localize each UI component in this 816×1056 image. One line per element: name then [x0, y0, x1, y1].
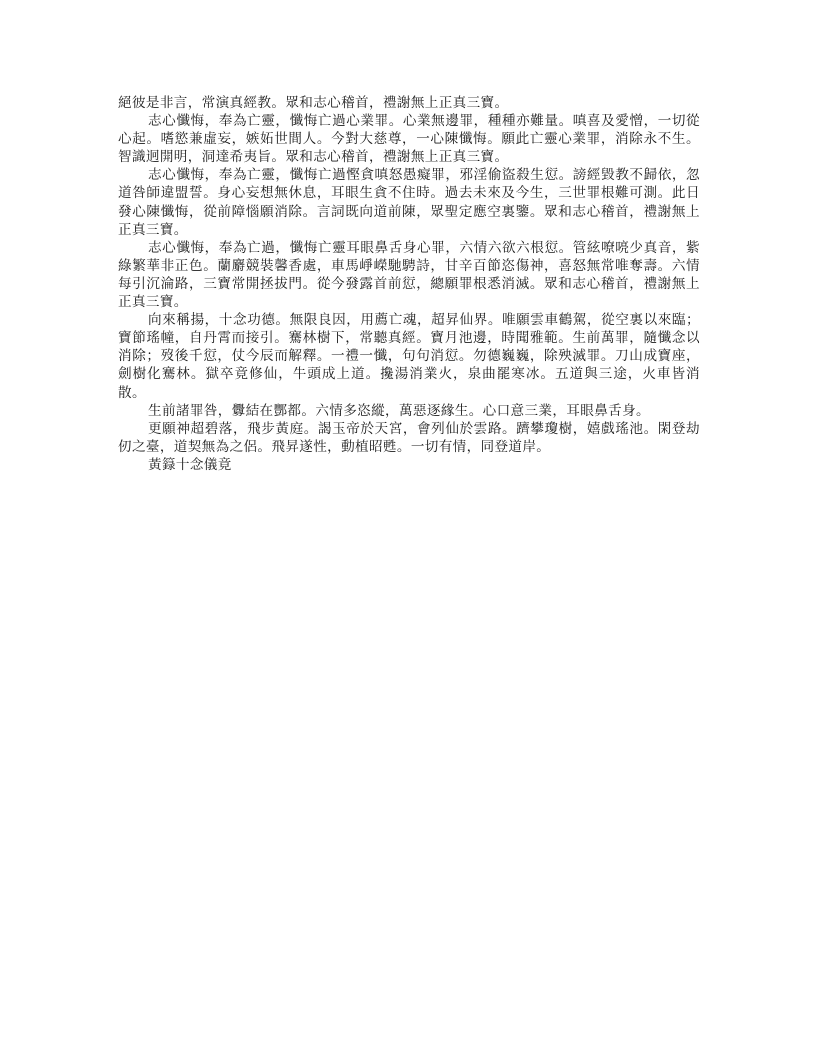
document-body [118, 94, 700, 474]
paragraph-3: 志心懺悔，奉為亡靈，懺悔亡過慳貪嗔怒愚癡罪，邪淫偷盜殺生愆。謗經毀教不歸依，忽道咎師違盟誓。身心妄想無休息，耳眼生貪不住時。過去未來及今生，三世罪根難可測。此日發心陳懺悔，從前障惱願消除。言詞既向道前陳，眾聖定應空裏鑒。眾和志心稽首，禮謝無上正真三寶。 [118, 167, 700, 238]
paragraph-2: 志心懺悔，奉為亡靈，懺悔亡過心業罪。心業無邊罪，種種亦難量。嗔喜及愛憎，一切從心起。嗜慾兼虛妄，嫉妬世間人。今對大慈尊，一心陳懺悔。願此亡靈心業罪，消除永不生。智識迥開明，洞達希夷旨。眾和志心稽首，禮謝無上正真三寶。 [118, 113, 700, 166]
paragraph-5: 向來稱揚，十念功德。無限良因，用薦亡魂，超昇仙界。唯願雲車鶴駕，從空裏以來臨；寶節瑤幢，自丹霄而接引。騫林樹下，常聽真經。寶月池邊，時聞雅範。生前萬罪，隨懺念以消除；歿後千愆，仗今辰而解釋。一禮一懺，句句消愆。勿德巍巍，除殃滅罪。刀山成寶座，劍樹化騫林。獄卒竟修仙，牛頭成上道。攙湯消業火，泉曲罷寒冰。五道與三途，火車皆消散。 [118, 312, 700, 401]
paragraph-8-closing: 黃籙十念儀竟 [148, 456, 232, 473]
paragraph-6: 生前諸罪咎，釁結在酆都。六情多恣縱，萬惡逐緣生。心口意三業，耳眼鼻舌身。 [148, 402, 650, 419]
paragraph-1: 絕彼是非言，常演真經教。眾和志心稽首，禮謝無上正真三寶。 [118, 95, 509, 111]
paragraph-4: 志心懺悔，奉為亡過，懺悔亡靈耳眼鼻舌身心罪，六情六欲六根愆。管絃嘹喨少真音，紫綠繁華非正色。蘭麝競裝馨香處，車馬崢嶸馳騁詩，甘辛百節恣傷神，喜怒無常唯奪壽。六情每引沉淪路，三寶常開拯拔門。從今發露首前愆，總願罪根悉消滅。眾和志心稽首，禮謝無上正真三寶。 [118, 239, 700, 311]
paragraph-7: 更願神超碧落，飛步黃庭。謁玉帝於天宮，會列仙於雲路。躋攀瓊樹，嬉戲瑤池。閑登劫仞之臺，道契無為之侶。飛昇遂性，動植昭甦。一切有情，同登道岸。 [118, 420, 700, 455]
